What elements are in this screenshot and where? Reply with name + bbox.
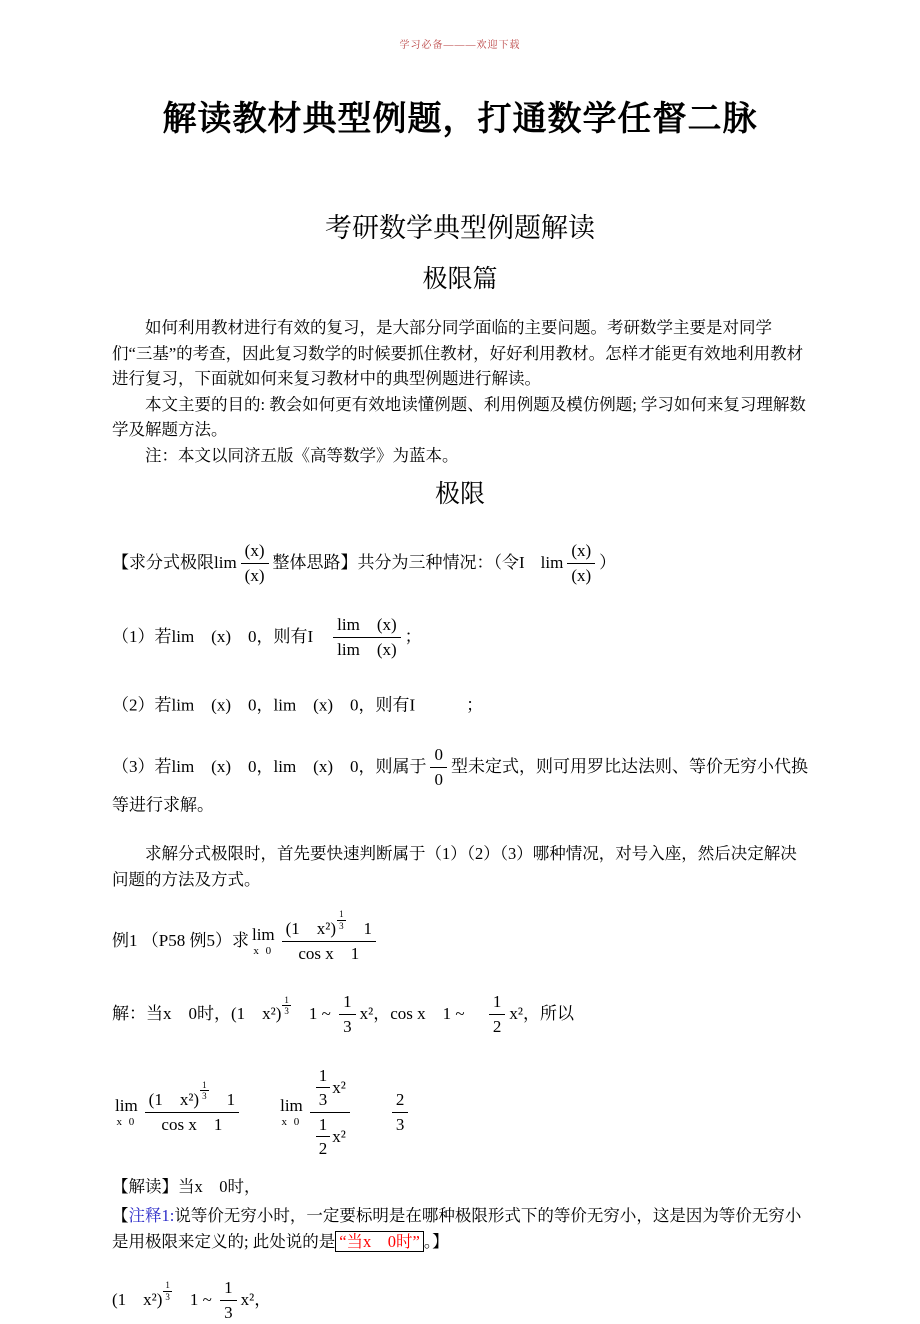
case1-text: （1）若lim (x) 0，则有I	[112, 626, 314, 646]
computation-fraction-1	[145, 1079, 239, 1136]
fraction-fx-over-gx	[567, 540, 595, 587]
exponent-numerator: 1	[284, 995, 289, 1006]
denominator-tail: x²	[332, 1126, 346, 1146]
fraction-numerator: 1	[489, 991, 506, 1015]
fraction-denominator: cos x 1	[161, 1114, 223, 1134]
exponent-numerator: 1	[339, 909, 344, 920]
note1-open-bracket: 【	[112, 1206, 129, 1226]
overview-prefix: 【求分式极限	[112, 553, 214, 573]
method-paragraph: 求解分式极限时，首先要快速判断属于（1）（2）（3）哪种情况，对号入座，然后决定解决问题的方法及方式。	[112, 844, 797, 889]
fraction-denominator	[314, 1113, 346, 1160]
example1-label: 例1 （P58 例5）求	[112, 931, 249, 951]
case1-punct: ；	[404, 626, 422, 646]
exponent-denominator: 3	[202, 1091, 207, 1102]
fraction-zero-over-zero	[430, 744, 447, 791]
fraction-lim-over-lim	[333, 614, 401, 661]
fraction-denominator: (x)	[571, 566, 592, 586]
note1-label: 注释1:	[128, 1206, 175, 1226]
fraction-one-third	[220, 1277, 237, 1324]
fraction-denominator: 3	[343, 1017, 352, 1037]
solution-seg2: 1 ~	[291, 1004, 336, 1024]
numerator-base: (1 x²)	[285, 919, 337, 939]
lim-symbol: lim	[540, 553, 564, 573]
example1-line	[112, 909, 808, 965]
limit-operator	[115, 1097, 138, 1128]
exponent-denominator: 3	[284, 1006, 289, 1017]
final-end: x²，	[240, 1289, 272, 1309]
lim-symbol: lim	[214, 553, 237, 573]
exponent-denominator: 3	[339, 920, 344, 931]
fraction-numerator: 1	[220, 1277, 237, 1301]
note1-body: 说等价无穷小时，一定要标明是在哪种极限形式下的等价无穷小，这是因为等价无穷小是用极限来定义的; 此处说的是	[112, 1206, 802, 1251]
numerator-tail: x²	[332, 1077, 346, 1097]
solution-seg3: x²，cos x 1 ~	[359, 1004, 469, 1024]
fraction-numerator: 1	[339, 991, 356, 1015]
fraction-denominator: lim (x)	[337, 639, 397, 659]
section-heading-limit: 极限	[434, 481, 485, 509]
numerator-tail: 1	[346, 919, 373, 939]
fraction-numerator: 1	[316, 1065, 331, 1088]
fraction-denominator: 2	[318, 1138, 328, 1158]
case-3-line	[112, 744, 808, 821]
result-fraction	[392, 1089, 409, 1136]
source-note-paragraph: 注：本文以同济五版《高等数学》为蓝本。	[145, 445, 459, 465]
fraction-numerator: 0	[430, 744, 447, 768]
fraction-numerator: (x)	[567, 540, 595, 564]
subtitle: 考研数学典型例题解读	[325, 213, 595, 243]
fraction-denominator: cos x 1	[298, 944, 360, 964]
final-base: (1 x²)	[112, 1289, 163, 1309]
fraction-one-half	[489, 991, 506, 1038]
lim-symbol: lim	[115, 1095, 138, 1115]
interpretation-line: 【解读】当x 0时，	[112, 1176, 261, 1196]
limit-operator	[280, 1097, 303, 1128]
case2-text: （2）若lim (x) 0，lim (x) 0，则有I ；	[112, 695, 484, 715]
exponent-one-third	[200, 1080, 209, 1102]
lim-symbol: lim	[251, 925, 275, 945]
exponent-denominator: 3	[165, 1291, 170, 1302]
fraction-numerator: 2	[392, 1089, 409, 1113]
solution-seg4: x²，所以	[509, 1004, 574, 1024]
exponent-numerator: 1	[202, 1079, 207, 1090]
fraction-denominator: 2	[492, 1017, 502, 1037]
numerator-base: (1 x²)	[148, 1089, 200, 1109]
exponent-one-third	[282, 995, 291, 1017]
note1-highlight-box: “当x 0时”	[335, 1231, 424, 1252]
note1-close-bracket: 。】	[423, 1232, 449, 1251]
lim-subscript: x 0	[116, 1115, 137, 1128]
watermark-text: 学习必备———欢迎下载	[399, 40, 521, 51]
overview-formula-line	[112, 540, 808, 587]
lim-symbol: lim	[280, 1095, 303, 1115]
numerator-tail: 1	[209, 1089, 236, 1109]
final-seg2: 1 ~	[172, 1289, 217, 1309]
fraction-denominator: 3	[318, 1089, 328, 1109]
fraction-denominator: (x)	[244, 566, 265, 586]
fraction-numerator: lim (x)	[333, 614, 401, 638]
case3-text: （3）若lim (x) 0，lim (x) 0，则属于	[112, 757, 427, 777]
fraction-one-half	[316, 1114, 331, 1160]
fraction-denominator: 0	[434, 770, 443, 790]
fraction-denominator: 3	[395, 1114, 405, 1134]
fraction-one-third	[339, 991, 356, 1038]
exponent-numerator: 1	[165, 1280, 170, 1291]
fraction-numerator: (x)	[241, 540, 269, 564]
limit-operator	[252, 926, 275, 957]
case-2-line	[112, 691, 808, 721]
intro-paragraph-1: 如何利用教材进行有效的复习，是大部分同学面临的主要问题。考研数学主要是对同学们“三基”的考查，因此复习数学的时候要抓住教材，好好利用教材。怎样才能更有效地利用教材进行复习，下面就如何来复习教材中的典型例题进行解读。	[112, 318, 804, 389]
main-title: 解读教材典型例题，打通数学任督二脉	[162, 101, 758, 138]
computation-fraction-2	[310, 1065, 350, 1160]
fraction-numerator	[145, 1079, 239, 1113]
fraction-denominator: 3	[224, 1302, 233, 1322]
exponent-one-third	[163, 1280, 172, 1302]
note1-paragraph	[112, 1203, 808, 1254]
series-title: 极限篇	[422, 266, 498, 293]
exponent-one-third	[337, 909, 346, 931]
computation-line	[112, 1065, 808, 1160]
intro-paragraph-2: 本文主要的目的: 教会如何更有效地读懂例题、利用例题及模仿例题; 学习如何来复习理解数学及解题方法。	[112, 394, 806, 440]
fraction-numerator: 1	[316, 1114, 331, 1137]
example1-fraction	[282, 909, 376, 965]
solution-lead: 解：当x 0时，(1 x²)	[112, 1004, 282, 1024]
case-1-line	[112, 614, 808, 661]
fraction-one-third	[316, 1065, 331, 1111]
fraction-fx-over-gx	[241, 540, 269, 587]
overview-middle: 整体思路】共分为三种情况：（令I	[272, 553, 525, 573]
fraction-numerator	[282, 909, 376, 942]
solution-line	[112, 991, 808, 1038]
lim-subscript: x 0	[253, 945, 274, 958]
fraction-numerator	[310, 1065, 350, 1113]
final-formula-line	[112, 1277, 808, 1324]
case3-tail: 型未定式，则可用罗比达法则、等价无穷小代换等进行求解。	[112, 757, 808, 816]
lim-subscript: x 0	[281, 1115, 302, 1128]
overview-suffix: ）	[599, 553, 617, 573]
